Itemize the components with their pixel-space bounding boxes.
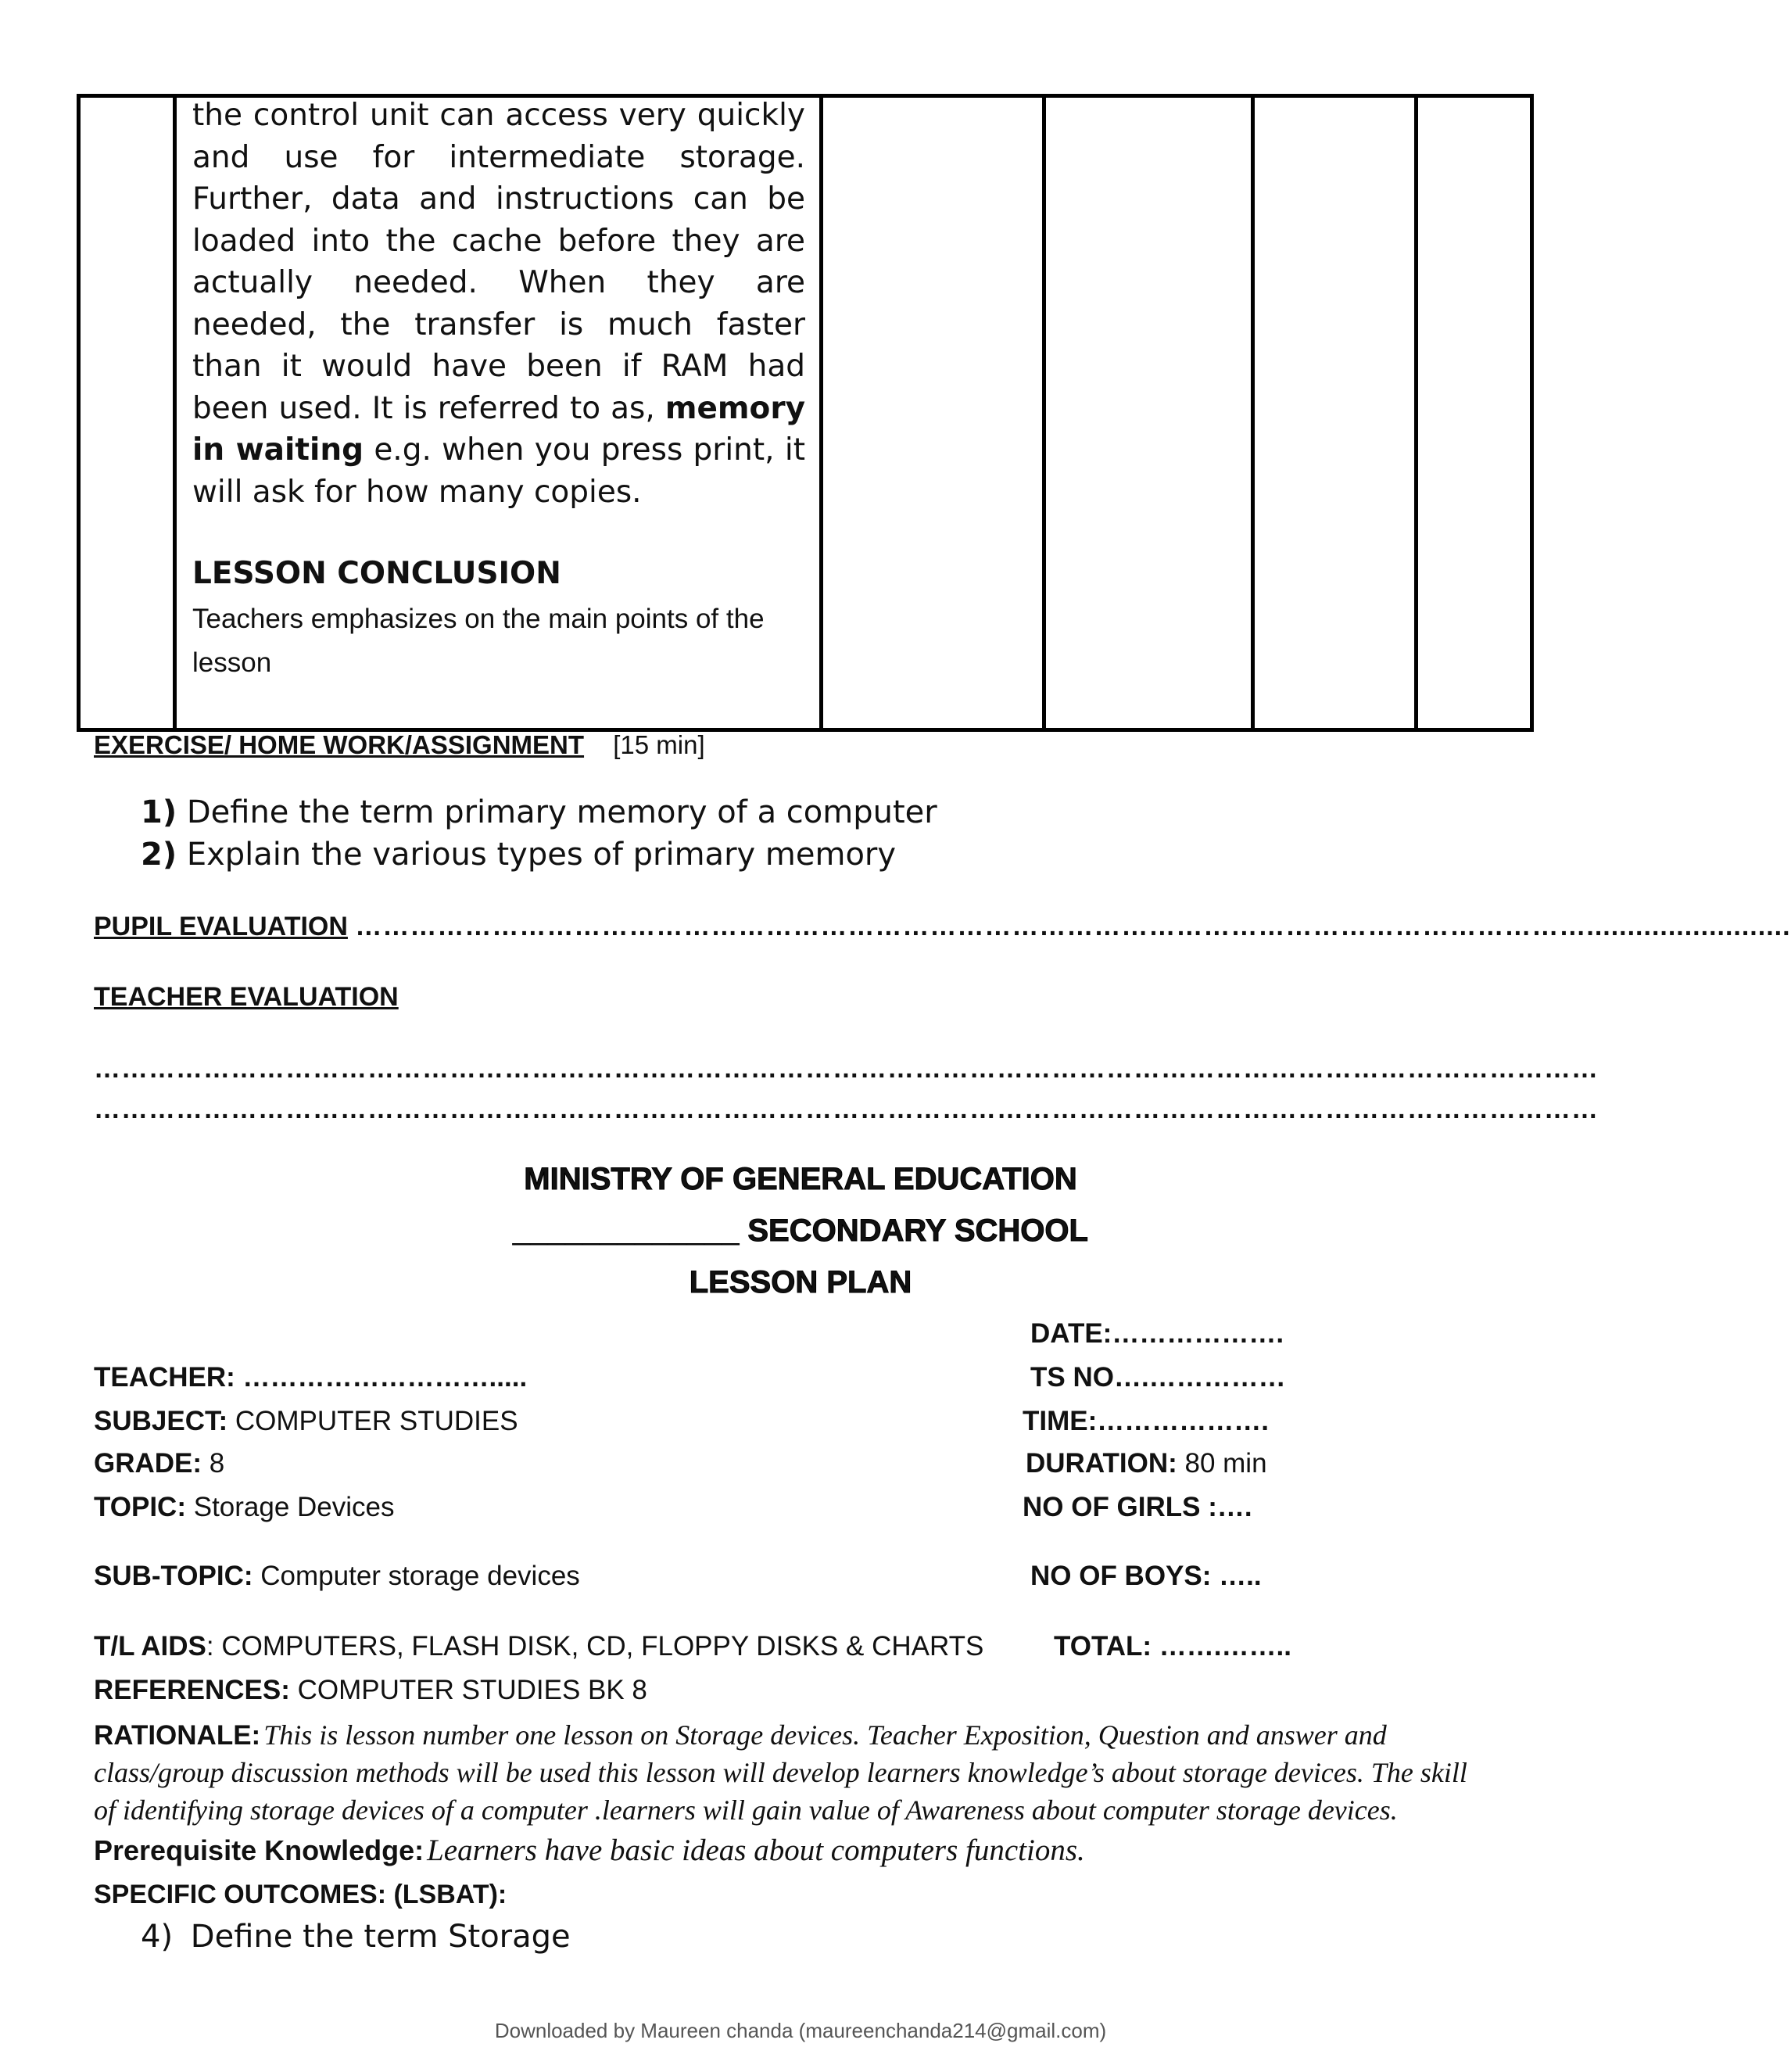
prerequisite-label: Prerequisite Knowledge: [94,1834,424,1866]
lesson-table [77,94,1534,732]
subtopic-field [94,1561,580,1592]
references-field [94,1675,647,1706]
teacher-field: TEACHER: ………………………..... [94,1362,528,1393]
date-field: DATE:………………. [1030,1318,1284,1349]
table-cell-empty [1253,96,1417,730]
outcome-number: 4) [141,1919,174,1955]
exercise-item [141,794,937,830]
teacher-evaluation-line: ………………………………………………………………………………………………………………………………………………… [94,1054,1599,1084]
outcome-text: Define the term Storage [190,1919,571,1955]
lesson-conclusion-heading: LESSON CONCLUSION [192,556,561,591]
references-value: COMPUTER STUDIES BK 8 [297,1675,647,1705]
table-cell-empty [1044,96,1253,730]
subtopic-value: Computer storage devices [260,1561,580,1591]
download-footer: Downloaded by Maureen chanda (maureenchanda214@gmail.com) [494,2019,1107,2042]
topic-field [94,1492,395,1523]
pupil-evaluation-row [94,912,1791,942]
subject-label: SUBJECT: [94,1406,228,1436]
teacher-evaluation-line: ………………………………………………………………………………………………………………………………………………… [94,1095,1599,1124]
memory-in-waiting-term: memory in waiting [192,390,805,468]
aids-value: : COMPUTERS, FLASH DISK, CD, FLOPPY DISKS & CHARTS [206,1631,984,1662]
table-cell-empty [822,96,1044,730]
pupil-evaluation-label: PUPIL EVALUATION [94,912,348,941]
exercise-heading-row [94,730,705,760]
ministry-heading: MINISTRY OF GENERAL EDUCATION [524,1162,1077,1196]
school-name-blank: _____________ [513,1213,740,1248]
exercise-time: [15 min] [613,730,705,759]
exercise-item-number: 2) [141,837,177,873]
subject-value: COMPUTER STUDIES [235,1406,518,1436]
table-cell-content [175,96,822,730]
cache-text-part2: e.g. when you press print, it will ask for how many copies. [192,432,805,510]
exercise-item-number: 1) [141,794,177,830]
subject-field [94,1406,518,1437]
topic-label: TOPIC: [94,1492,186,1522]
grade-field [94,1448,224,1479]
total-count-field: TOTAL: …….…….. [1054,1631,1291,1662]
exercise-item [141,837,896,873]
rationale-text: This is lesson number one lesson on Storage devices. Teacher Exposition, Question and answer and [263,1719,1387,1751]
time-field: TIME:………………. [1023,1406,1269,1436]
table-cell-empty [1417,96,1532,730]
lesson-conclusion-text: Teachers emphasizes on the main points of the lesson [192,604,765,678]
duration-label: DURATION: [1026,1448,1177,1479]
boys-count-field: NO OF BOYS: ….. [1030,1561,1262,1591]
rationale-label: RATIONALE: [94,1720,261,1751]
ts-no-field: TS NO….…………… [1030,1362,1286,1393]
cache-text-part1: the control unit can access very quickly and use for intermediate storage. Further, data and instructions can be loaded into the cache before they are actually needed. When they are needed, the transfer is much faster than it would have been if RAM had been used. It is referred to as, [192,98,805,426]
prerequisite-field [94,1833,1085,1868]
lesson-plan-title: LESSON PLAN [689,1265,912,1299]
rationale-line: of identifying storage devices of a computer .learners will gain value of Awareness about computer storage devices. [94,1794,1398,1826]
exercise-item-text: Explain the various types of primary memory [186,837,897,873]
rationale-block [94,1719,1548,1826]
pupil-evaluation-dots: ………………………………………………………………………………………………………………………......................... [355,912,1791,941]
prerequisite-value: Learners have basic ideas about computers functions. [427,1834,1085,1867]
rationale-line [94,1719,1548,1751]
references-label: REFERENCES: [94,1675,290,1705]
duration-field [1026,1448,1267,1479]
rationale-line: class/group discussion methods will be used this lesson will develop learners knowledge’s about storage devices. The skill [94,1757,1467,1788]
table-cell-empty [79,96,175,730]
aids-field [94,1631,983,1662]
exercise-heading: EXERCISE/ HOME WORK/ASSIGNMENT [94,730,585,759]
aids-label: T/L AIDS [94,1631,206,1662]
specific-outcomes-label: SPECIFIC OUTCOMES: (LSBAT): [94,1880,507,1909]
duration-value: 80 min [1184,1448,1267,1479]
school-heading [0,1213,1601,1249]
subtopic-label: SUB-TOPIC: [94,1561,253,1591]
teacher-evaluation-label: TEACHER EVALUATION [94,982,399,1012]
outcome-item [141,1919,571,1955]
exercise-item-text: Define the term primary memory of a computer [186,794,937,830]
grade-label: GRADE: [94,1448,202,1479]
school-label: SECONDARY SCHOOL [747,1213,1088,1248]
girls-count-field: NO OF GIRLS :…. [1023,1492,1252,1522]
cache-description [177,95,819,685]
grade-value: 8 [209,1448,225,1479]
topic-value: Storage Devices [193,1492,395,1522]
